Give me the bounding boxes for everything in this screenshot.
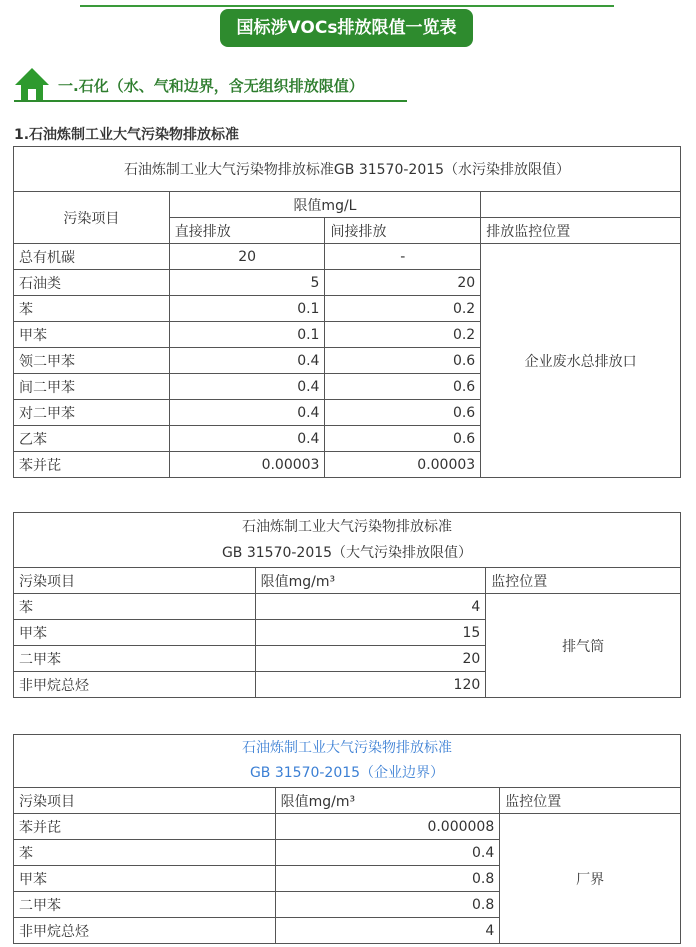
section-underline <box>14 100 407 102</box>
cell-indirect: 0.2 <box>325 322 481 348</box>
col-header-item: 污染项目 <box>14 568 256 594</box>
cell-item: 乙苯 <box>14 426 170 452</box>
cell-direct: 5 <box>169 270 325 296</box>
cell-item: 甲苯 <box>14 866 276 892</box>
section-header <box>14 66 407 102</box>
col-header-location: 监控位置 <box>486 568 681 594</box>
table-title <box>14 513 681 568</box>
cell-limit: 0.8 <box>275 866 500 892</box>
col-header-indirect: 间接排放 <box>325 218 481 244</box>
house-icon <box>14 66 50 102</box>
cell-item: 苯 <box>14 840 276 866</box>
col-header-limit: 限值mg/L <box>169 192 480 218</box>
cell-limit: 20 <box>255 646 486 672</box>
cell-item: 总有机碳 <box>14 244 170 270</box>
cell-limit: 0.4 <box>275 840 500 866</box>
cell-indirect: 0.6 <box>325 374 481 400</box>
cell-item: 苯 <box>14 594 256 620</box>
cell-limit: 0.000008 <box>275 814 500 840</box>
cell-limit: 4 <box>275 918 500 944</box>
col-header-item: 污染项目 <box>14 192 170 244</box>
cell-indirect: 0.6 <box>325 400 481 426</box>
cell-item: 苯并芘 <box>14 452 170 478</box>
top-divider <box>80 5 614 7</box>
cell-item: 苯 <box>14 296 170 322</box>
cell-item: 领二甲苯 <box>14 348 170 374</box>
col-header-location: 监控位置 <box>500 788 681 814</box>
cell-limit: 120 <box>255 672 486 698</box>
cell-location: 排气筒 <box>486 594 681 698</box>
cell-direct: 0.1 <box>169 296 325 322</box>
col-header-location: 排放监控位置 <box>481 218 681 244</box>
cell-limit: 4 <box>255 594 486 620</box>
table-title <box>14 735 681 788</box>
cell-direct: 0.4 <box>169 426 325 452</box>
cell-indirect: 20 <box>325 270 481 296</box>
air-limits-table <box>13 512 681 698</box>
col-header-direct: 直接排放 <box>169 218 325 244</box>
table-title-line1: 石油炼制工业大气污染物排放标准 <box>242 740 452 756</box>
col-header-limit: 限值mg/m³ <box>255 568 486 594</box>
section-title: 一.石化（水、气和边界，含无组织排放限值） <box>58 77 364 95</box>
cell-limit: 15 <box>255 620 486 646</box>
cell-location: 厂界 <box>500 814 681 944</box>
cell-item: 苯并芘 <box>14 814 276 840</box>
cell-limit: 0.8 <box>275 892 500 918</box>
cell-item: 对二甲苯 <box>14 400 170 426</box>
cell-direct: 0.00003 <box>169 452 325 478</box>
cell-item: 间二甲苯 <box>14 374 170 400</box>
cell-item: 非甲烷总烃 <box>14 672 256 698</box>
header-blank <box>481 192 681 218</box>
cell-indirect: 0.6 <box>325 426 481 452</box>
cell-direct: 20 <box>169 244 325 270</box>
table-title-line2: GB 31570-2015（企业边界） <box>249 765 445 781</box>
cell-item: 二甲苯 <box>14 892 276 918</box>
page-banner: 国标涉VOCs排放限值一览表 <box>220 9 473 47</box>
col-header-limit: 限值mg/m³ <box>275 788 500 814</box>
cell-indirect: - <box>325 244 481 270</box>
cell-item: 甲苯 <box>14 322 170 348</box>
cell-direct: 0.4 <box>169 348 325 374</box>
cell-direct: 0.1 <box>169 322 325 348</box>
cell-indirect: 0.6 <box>325 348 481 374</box>
cell-item: 石油类 <box>14 270 170 296</box>
table-title: 石油炼制工业大气污染物排放标准GB 31570-2015（水污染排放限值） <box>14 147 681 192</box>
table-row <box>14 594 681 620</box>
boundary-limits-table <box>13 734 681 944</box>
cell-location: 企业废水总排放口 <box>481 244 681 478</box>
cell-item: 二甲苯 <box>14 646 256 672</box>
cell-item: 非甲烷总烃 <box>14 918 276 944</box>
cell-direct: 0.4 <box>169 400 325 426</box>
col-header-item: 污染项目 <box>14 788 276 814</box>
cell-indirect: 0.00003 <box>325 452 481 478</box>
subtitle: 1.石油炼制工业大气污染物排放标准 <box>14 127 240 143</box>
water-limits-table <box>13 146 681 478</box>
cell-direct: 0.4 <box>169 374 325 400</box>
table-row <box>14 814 681 840</box>
cell-item: 甲苯 <box>14 620 256 646</box>
table-row <box>14 244 681 270</box>
table-title-line2: GB 31570-2015（大气污染排放限值） <box>221 545 473 561</box>
cell-indirect: 0.2 <box>325 296 481 322</box>
table-title-line1: 石油炼制工业大气污染物排放标准 <box>242 519 452 535</box>
